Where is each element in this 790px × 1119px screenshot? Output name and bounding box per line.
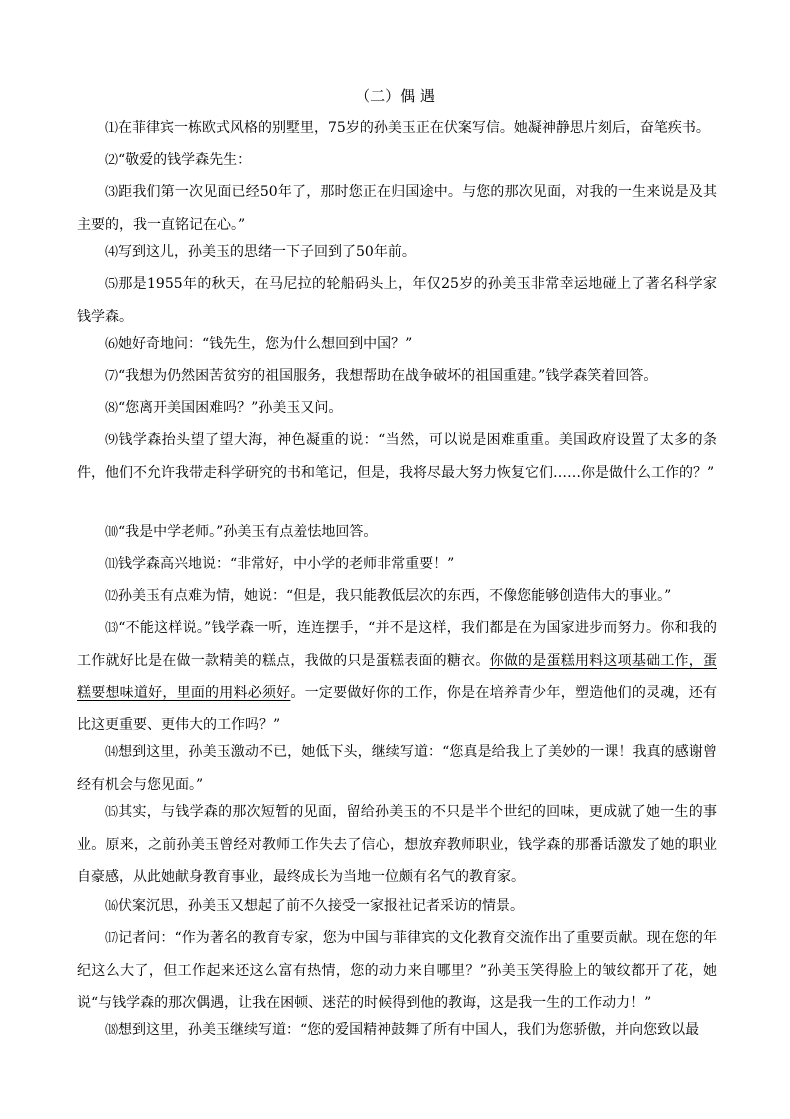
paragraph-text: “我是中学老师。”孙美玉有点羞怯地回答。 [118,524,378,540]
paragraph-2 [77,144,717,177]
paragraph-text: 钱学森抬头望了望大海，神色凝重的说：“当然，可以说是困难重重。美国政府设置了太多的条件，他们不允许我带走科学研究的书和笔记，但是，我将尽最大努力恢复它们……你是做什么工作的？” [77,432,717,481]
paragraph-number: ⑶ [105,185,119,200]
paragraph-text: 伏案沉思，孙美玉又想起了前不久接受一家报社记者采访的情景。 [118,898,525,914]
paragraph-text: “我想为仍然困苦贫穷的祖国服务，我想帮助在战争破坏的祖国重建。”钱学森笑着回答。 [118,368,658,384]
paragraph-text: 她好奇地问：“钱先生，您为什么想回到中国？” [118,336,413,352]
paragraph-text: 在菲律宾一栋欧式风格的别墅里，75岁的孙美玉正在伏案写信。她凝神静思片刻后，奋笔疾书。 [118,120,710,136]
paragraph-18 [77,1014,717,1047]
section-title: （二）偶 遇 [355,87,435,105]
paragraph-number: ⑹ [105,337,119,352]
paragraph-13 [77,612,717,741]
paragraph-number: ⑷ [105,245,119,260]
paragraph-number: ⑺ [105,369,119,384]
paragraph-text: 写到这儿，孙美玉的思绪一下子回到了50年前。 [118,244,416,260]
paragraph-number: ⒄ [105,931,119,946]
paragraph-number: ⒅ [105,1023,119,1038]
paragraph-3 [77,176,717,241]
paragraph-8 [77,392,717,425]
paragraph-text: 记者问：“作为著名的教育专家，您为中国与菲律宾的文化教育交流作出了重要贡献。现在您的年纪这么大了，但工作起来还这么富有热情，您的动力来自哪里？”孙美玉笑得脸上的皱纹都开了花，她说“与钱学森的那次偶遇，让我在困顿、迷茫的时候得到他的教诲，这是我一生的工作动力！” [77,930,717,1011]
paragraph-6 [77,328,717,361]
paragraph-text: 想到这里，孙美玉激动不已，她低下头，继续写道：“您真是给我上了美妙的一课！我真的感谢曾经有机会与您见面。” [77,744,717,793]
paragraph-7 [77,360,717,393]
paragraph-text: “敬爱的钱学森先生： [118,152,252,168]
paragraph-text: 那是1955年的秋天，在马尼拉的轮船码头上，年仅25岁的孙美玉非常幸运地碰上了著名科学家钱学森。 [77,276,717,325]
paragraph-5 [77,268,717,333]
paragraph-number: ⒂ [105,805,119,820]
paragraph-16 [77,890,717,923]
paragraph-10 [77,516,717,549]
paragraph-number: ⑿ [105,589,119,604]
paragraph-number: ⒃ [105,899,119,914]
paragraph-number: ⑸ [105,277,119,292]
paragraph-4 [77,236,717,269]
paragraph-9 [77,424,717,489]
paragraph-11 [77,548,717,581]
paragraph-17 [77,922,717,1019]
paragraph-number: ⑽ [105,525,119,540]
paragraph-15 [77,796,717,893]
paragraph-text: 。一定要做好你的工作，你是在培养青少年，塑造他们的灵魂，还有比这更重要、更伟大的工作吗？” [77,685,718,733]
paragraph-number: ⑻ [105,401,119,416]
paragraph-text: 其实，与钱学森的那次短暂的见面，留给孙美玉的不只是半个世纪的回味，更成就了她一生的事业。原来，之前孙美玉曾经对教师工作失去了信心，想放弃教师职业，钱学森的那番话激发了她的职业自豪感，从此她献身教育事业，最终成长为当地一位颇有名气的教育家。 [77,804,717,885]
paragraph-number: ⒀ [105,621,119,636]
paragraph-number: ⑼ [105,433,119,448]
paragraph-text: 孙美玉有点难为情，她说：“但是，我只能教低层次的东西，不像您能够创造伟大的事业。” [118,588,672,604]
paragraph-number: ⒁ [105,745,119,760]
paragraph-text: 想到这里，孙美玉继续写道：“您的爱国精神鼓舞了所有中国人，我们为您骄傲，并向您致以最 [118,1022,700,1038]
paragraph-1 [77,112,717,145]
paragraph-text: “不能这样说。”钱学森一听，连连摆手，“并不是这样，我们都是在为国家进步而努力。你和我的工作就好比是在做一款精美的糕点，我做的只是蛋糕表面的糖衣。 [77,620,717,669]
paragraph-14 [77,736,717,801]
paragraph-number: ⑵ [105,153,119,168]
paragraph-text: 距我们第一次见面已经50年了，那时您正在归国途中。与您的那次见面，对我的一生来说是及其主要的，我一直铭记在心。” [77,184,717,233]
paragraph-text: “您离开美国困难吗？”孙美玉又问。 [118,400,343,416]
paragraph-number: ⑴ [105,121,119,136]
underlined-sentence: 你做的是蛋糕用料这项基础工作，蛋糕要想味道好，里面的用料必须好 [77,653,718,701]
paragraph-12 [77,580,717,613]
paragraph-number: ⑾ [105,557,119,572]
paragraph-text: 钱学森高兴地说：“非常好，中小学的老师非常重要！” [118,556,455,572]
